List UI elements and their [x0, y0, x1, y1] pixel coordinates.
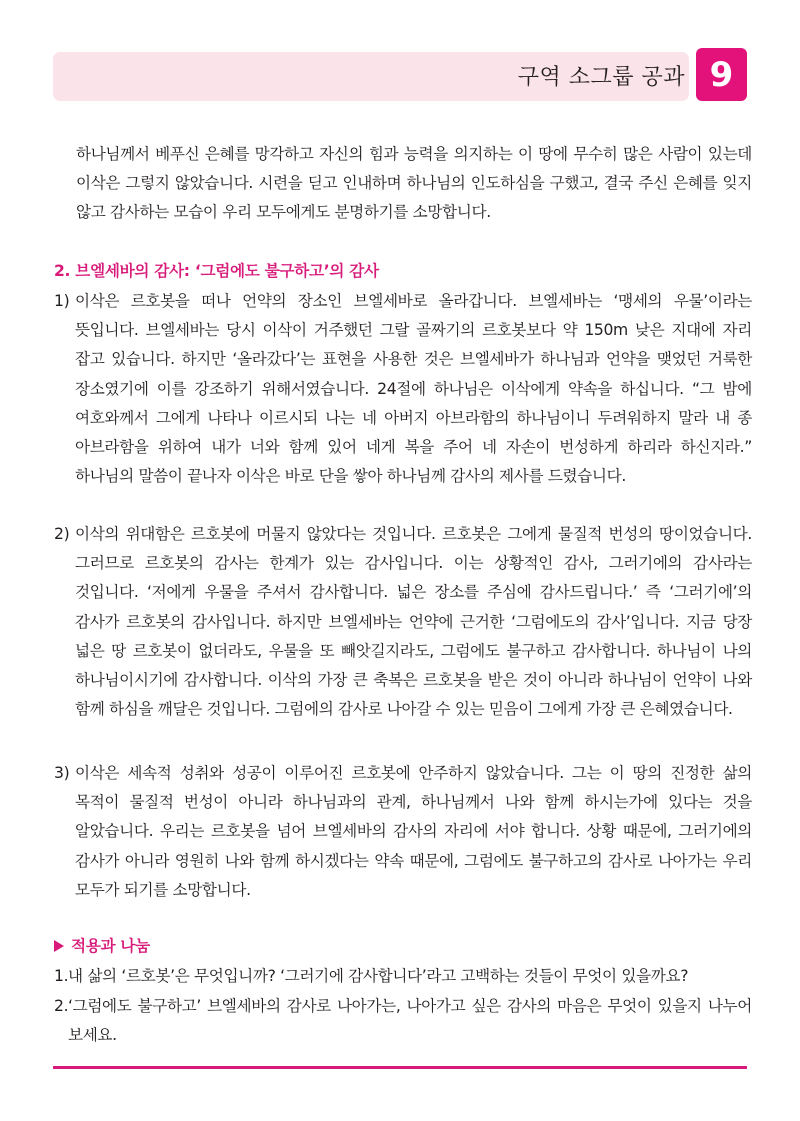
list-item-text: 이삭은 르호봇을 떠나 언약의 장소인 브엘세바로 올라갑니다. 브엘세바는 ‘맹세의 우물’이라는 뜻입니다. 브엘세바는 당시 이삭이 거주했던 그랄 골짜기의 르호봇보다 약 150m 낮은 지대에 자리 잡고 있습니다. 하지만 ‘올라갔다’는 표현을 사용한 것은 브엘세바가 하나님과 언약을 맺었던 거룩한 장소였기에 이를 강조하기 위해서였습니다. 24절에 하나님은 이삭에게 약속을 하십니다. “그 밤에 여호와께서 그에게 나타나 이르시되 나는 네 아버지 아브라함의 하나님이니 두려워하지 말라 내 종 아브라함을 위하여 내가 너와 함께 있어 네게 복을 주어 네 자손이 번성하게 하리라 하신지라.” 하나님의 말씀이 끝나자 이삭은 바로 단을 쌓아 하나님께 감사의 제사를 드렸습니다.: [75, 292, 752, 486]
list-item-number: 3): [54, 764, 70, 782]
question-number: 1.: [54, 967, 69, 985]
question-text: ‘그럼에도 불구하고’ 브엘세바의 감사로 나아가는, 나아가고 싶은 감사의 마음은 무엇이 있을지 나누어 보세요.: [68, 997, 752, 1045]
question-number: 2.: [54, 997, 69, 1015]
triangle-right-icon: [54, 940, 64, 952]
question-text: 내 삶의 ‘르호봇’은 무엇입니까? ‘그러기에 감사합니다’라고 고백하는 것들이 무엇이 있을까요?: [68, 967, 689, 985]
page-title: 구역 소그룹 공과: [517, 65, 685, 90]
list-item-text: 이삭의 위대함은 르호봇에 머물지 않았다는 것입니다. 르호봇은 그에게 물질적 번성의 땅이었습니다. 그러므로 르호봇의 감사는 한계가 있는 감사입니다. 이는 상황적인 감사, 그러기에의 감사라는 것입니다. ‘저에게 우물을 주셔서 감사합니다. 넓은 장소를 주심에 감사드립니다.’ 즉 ‘그러기에’의 감사가 르호봇의 감사입니다. 하지만 브엘세바는 언약에 근거한 ‘그럼에도의 감사’입니다. 지금 당장 넓은 땅 르호봇이 없더라도, 우물을 또 빼앗길지라도, 그럼에도 불구하고 감사합니다. 하나님이 나의 하나님이시기에 감사합니다. 이삭의 가장 큰 축복은 르호봇을 받은 것이 아니라 하나님이 언약이 나와 함께 하심을 깨달은 것입니다. 그럼에의 감사로 나아갈 수 있는 믿음이 그에게 가장 큰 은혜였습니다.: [75, 525, 752, 719]
bottom-divider: [53, 1066, 747, 1069]
question-item: [54, 962, 752, 991]
list-item-number: 1): [54, 292, 70, 310]
list-item: [54, 759, 752, 905]
question-item: [54, 992, 752, 1050]
page-number-badge: 9: [696, 48, 747, 101]
section-heading: 2. 브엘세바의 감사: ‘그럼에도 불구하고’의 감사: [54, 262, 379, 280]
list-item-number: 2): [54, 525, 70, 543]
application-heading-label: 적용과 나눔: [71, 937, 150, 955]
intro-paragraph: 하나님께서 베푸신 은혜를 망각하고 자신의 힘과 능력을 의지하는 이 땅에 무수히 많은 사람이 있는데 이삭은 그렇지 않았습니다. 시련을 딛고 인내하며 하나님의 인도하심을 구했고, 결국 주신 은혜를 잊지 않고 감사하는 모습이 우리 모두에게도 분명하기를 소망합니다.: [76, 145, 752, 222]
list-item: [54, 287, 752, 491]
list-item-text: 이삭은 세속적 성취와 성공이 이루어진 르호봇에 안주하지 않았습니다. 그는 이 땅의 진정한 삶의 목적이 물질적 번성이 아니라 하나님과의 관계, 하나님께서 나와 함께 하시는가에 있다는 것을 알았습니다. 우리는 르호봇을 넘어 브엘세바의 감사의 자리에 서야 합니다. 상황 때문에, 그러기에의 감사가 아니라 영원히 나와 함께 하시겠다는 약속 때문에, 그럼에도 불구하고의 감사로 나아가는 우리 모두가 되기를 소망합니다.: [75, 764, 752, 899]
list-item: [54, 520, 752, 724]
application-heading: [54, 932, 150, 961]
